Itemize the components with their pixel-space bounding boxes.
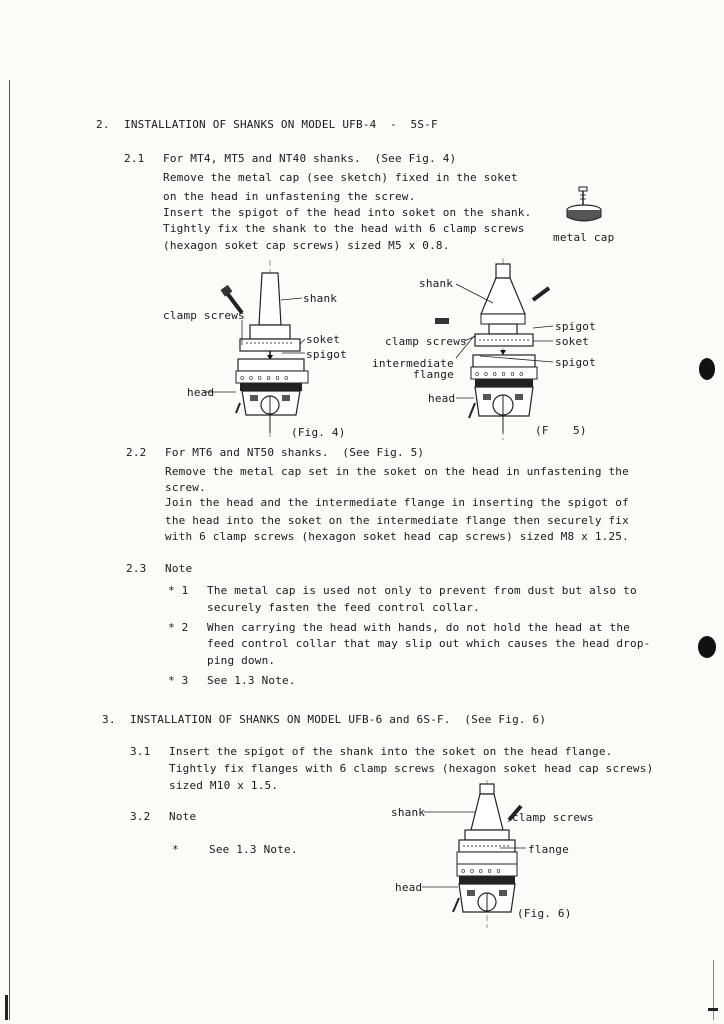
section-3-1-line-1: Insert the spigot of the shank into the soket on the head flange.: [169, 745, 613, 758]
fig4-caption: (Fig. 4): [291, 426, 346, 439]
section-2-2-line-4: the head into the soket on the intermediate flange then securely fix: [165, 514, 629, 527]
section-3-2-mark: *: [172, 843, 179, 856]
note-2-line-3: ping down.: [207, 654, 276, 667]
svg-text:o o o o o o: o o o o o o: [475, 370, 524, 378]
section-2-2-heading: For MT6 and NT50 shanks. (See Fig. 5): [165, 446, 425, 459]
note-1-line-2: securely fasten the feed control collar.: [207, 601, 480, 614]
fig5-flange-label: flange: [413, 368, 454, 381]
fig4-shank-label: shank: [303, 292, 338, 305]
note-1-mark: * 1: [168, 584, 189, 597]
fig5-spigot-bottom-label: spigot: [555, 356, 596, 369]
note-2-mark: * 2: [168, 621, 189, 634]
fig5-clamp-screws-label: clamp screws: [385, 335, 467, 348]
section-2-3-heading: Note: [165, 562, 193, 575]
fig5-head-label: head: [428, 392, 456, 405]
note-3-mark: * 3: [168, 674, 189, 687]
section-3-number: 3.: [102, 713, 116, 726]
fig4-clamp-screws-label: clamp screws: [163, 309, 245, 322]
section-3-2-number: 3.2: [130, 810, 151, 823]
section-3-2-heading: Note: [169, 810, 197, 823]
section-2-2-line-5: with 6 clamp screws (hexagon soket head cap screws) sized M8 x 1.25.: [165, 530, 629, 543]
fig4-soket-label: soket: [306, 333, 341, 346]
fig5-shank-label: shank: [419, 277, 454, 290]
note-2-line-2: feed control collar that may slip out which causes the head drop-: [207, 637, 651, 650]
fig6-head-label: head: [395, 881, 423, 894]
fig5-caption-left: (F: [535, 424, 549, 437]
section-2-3-number: 2.3: [126, 562, 147, 575]
fig4-spigot-label: spigot: [306, 348, 347, 361]
note-2-line-1: When carrying the head with hands, do not hold the head at the: [207, 621, 630, 634]
section-2-1-line-2: on the head in unfastening the screw.: [163, 190, 416, 203]
note-1-line-1: The metal cap is used not only to prevent from dust but also to: [207, 584, 637, 597]
section-3-1-line-2: Tightly fix flanges with 6 clamp screws (hexagon soket head cap screws): [169, 762, 654, 775]
section-2-title: INSTALLATION OF SHANKS ON MODEL UFB-4 - 5S-F: [124, 118, 438, 131]
section-2-2-line-2: screw.: [165, 481, 206, 494]
fig4-head-label: head: [187, 386, 215, 399]
svg-text:o o o o o o: o o o o o o: [240, 374, 289, 382]
note-3-line-1: See 1.3 Note.: [207, 674, 296, 687]
svg-text:o o o o o: o o o o o: [461, 867, 501, 875]
fig5-intermediate-label: intermediate: [372, 357, 454, 370]
section-3-1-number: 3.1: [130, 745, 151, 758]
section-2-2-line-1: Remove the metal cap set in the soket on the head in unfastening the: [165, 465, 629, 478]
section-2-1-line-1: Remove the metal cap (see sketch) fixed in the soket: [163, 171, 518, 184]
metal-cap-label: metal cap: [553, 231, 615, 244]
fig5-spigot-top-label: spigot: [555, 320, 596, 333]
section-2-2-number: 2.2: [126, 446, 147, 459]
section-3-2-text: See 1.3 Note.: [209, 843, 298, 856]
fig5-soket-label: soket: [555, 335, 590, 348]
fig6-clamp-screws-label: clamp screws: [512, 811, 594, 824]
section-2-number: 2.: [96, 118, 110, 131]
section-2-1-line-5: (hexagon soket cap screws) sized M5 x 0.8.: [163, 239, 450, 252]
fig6-shank-label: shank: [391, 806, 426, 819]
fig6-caption: (Fig. 6): [517, 907, 572, 920]
fig6-flange-label: flange: [528, 843, 569, 856]
section-2-1-line-3: Insert the spigot of the head into soket on the shank.: [163, 206, 532, 219]
section-2-1-line-4: Tightly fix the shank to the head with 6 clamp screws: [163, 222, 525, 235]
section-2-1-number: 2.1: [124, 152, 145, 165]
section-3-title: INSTALLATION OF SHANKS ON MODEL UFB-6 and 6S-F. (See Fig. 6): [130, 713, 547, 726]
section-3-1-line-3: sized M10 x 1.5.: [169, 779, 279, 792]
section-2-1-heading: For MT4, MT5 and NT40 shanks. (See Fig. 4): [163, 152, 457, 165]
section-2-2-line-3: Join the head and the intermediate flange in inserting the spigot of: [165, 496, 629, 509]
fig5-caption-right: 5): [573, 424, 587, 437]
